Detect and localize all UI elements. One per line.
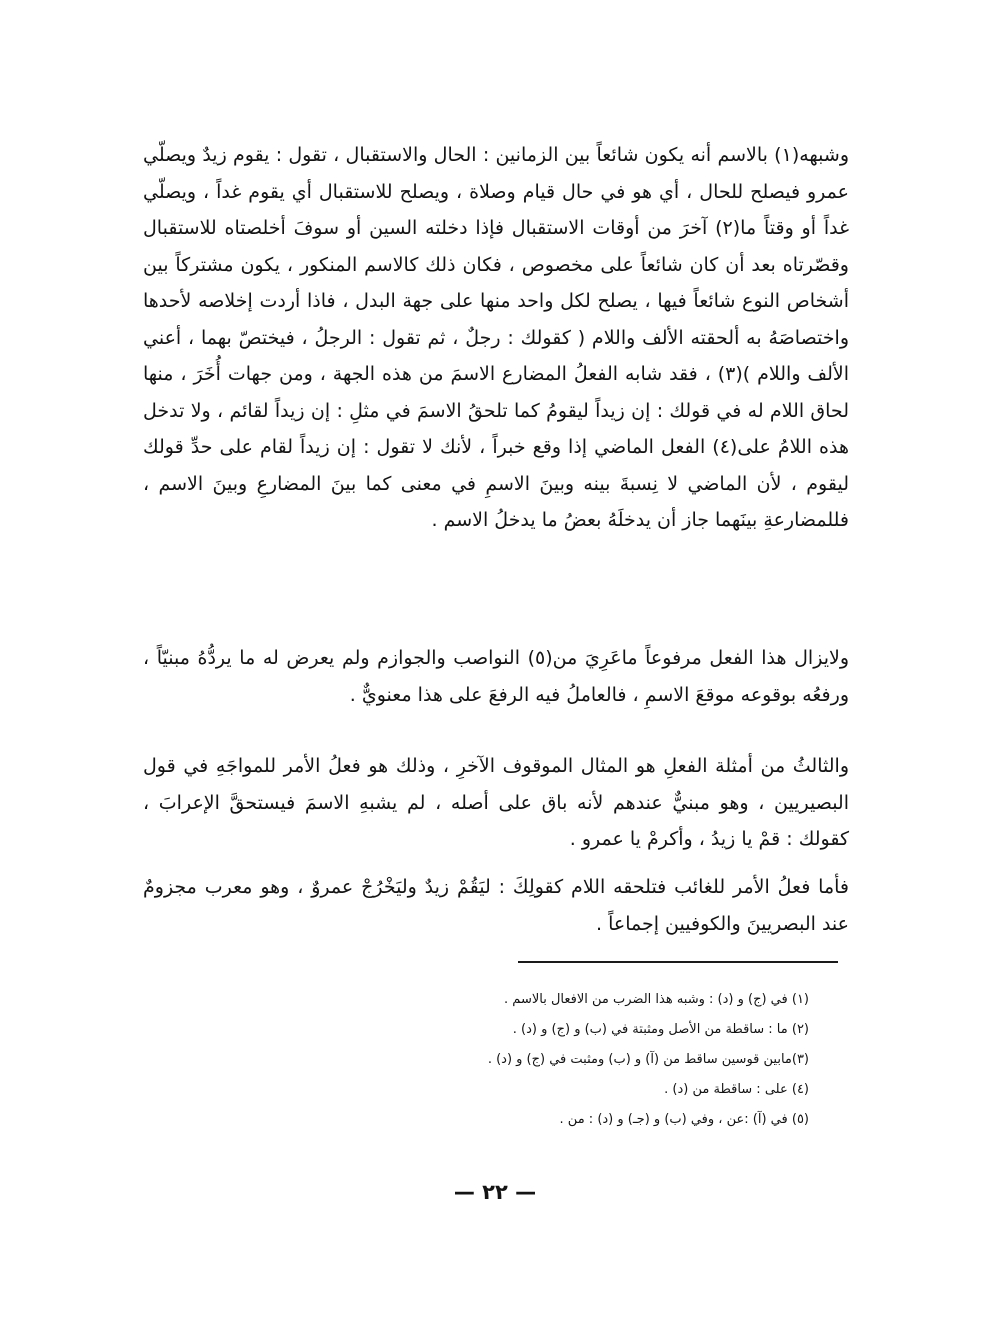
main-text-paragraph-2 xyxy=(143,640,849,713)
footnote-2: (٢) ما : ساقطة من الأصل ومثبتة في (ب) و (ج) و (د) . xyxy=(512,1022,809,1037)
main-text-paragraph-4 xyxy=(143,869,849,942)
paragraph: ولايزال هذا الفعل مرفوعاً ماعَرِيَ من(٥) النواصب والجوازم ولم يعرض له ما يردُّهُ مبنيّاً ، ورفعُه بوقوعه موقعَ الاسمِ ، فالعاملُ فيه الرفعَ على هذا معنويٌّ . xyxy=(143,647,849,706)
footnotes-section xyxy=(249,985,809,1135)
main-text-paragraph-3 xyxy=(143,748,849,858)
paragraph: وشبهه(١) بالاسم أنه يكون شائعاً بين الزمانين : الحال والاستقبال ، تقول : يقوم زيدٌ ويصلّي عمرو فيصلح للحال ، أي هو في حال قيام وصلاة ، ويصلح للاستقبال أي يقوم غداً ، ويصلّي غداً أو وقتاً ما(٢) آخرَ من أوقات الاستقبال فإذا دخلته السين أو سوفَ أخلصتاه للاستقبال وقصّرتاه بعد أن كان شائعاً على مخصوص ، فكان ذلك كالاسم المنكور ، يكون مشتركاً بين أشخاص النوع شائعاً فيها ، يصلح لكل واحد منها على جهة البدل ، فاذا أردت إخلاصه لأحدها واختصاصَهُ به ألحقته الألف واللام ( كقولك : رجلٌ ، ثم تقول : الرجلُ ، فيختصّ بهما ، أعني الألف واللام )(٣) ، فقد شابه الفعلُ المضارع الاسمَ من هذه الجهة ، ومن جهات أُخَرَ ، منها لحاق اللام له في قولك : إن زيداً ليقومُ كما تلحقُ الاسمَ في مثلِ : إن زيداً لقائم ، ولا تدخل هذه اللامُ على(٤) الفعل الماضي إذا وقع خبراً ، لأنك لا تقول : إن زيداً لقام على حدِّ قولك ليقوم ، لأن الماضي لا نِسبةَ بينه وبينَ الاسمِ في معنى كما بينَ المضارعِ وبينَ الاسم ، فللمضارعةِ بينَهما جاز أن يدخلَهُ بعضُ ما يدخلُ الاسم . xyxy=(143,144,850,531)
paragraph: والثالثُ من أمثلة الفعلِ هو المثال الموقوف الآخرِ ، وذلك هو فعلُ الأمر للمواجَهِ في قول البصيريين ، وهو مبنيٌّ عندهم لأنه باق على أصله ، لم يشبهِ الاسمَ فيستحقَّ الإعرابَ ، كقولك : قمْ يا زيدُ ، وأكرمْ يا عمرو . xyxy=(143,755,849,850)
main-text-paragraph-1 xyxy=(143,137,849,539)
footnote-4: (٤) على : ساقطة من (د) . xyxy=(664,1082,809,1097)
page-number: — ٢٢ — xyxy=(453,1180,537,1204)
footnote-3: (٣)مابين قوسين ساقط من (آ) و (ب) ومثبت في (ج) و (د) . xyxy=(487,1052,809,1067)
footnote-1: (١) في (ج) و (د) : وشبه هذا الضرب من الافعال بالاسم . xyxy=(504,992,809,1007)
footnote-separator-line xyxy=(518,961,838,963)
paragraph: فأما فعلُ الأمر للغائب فتلحقه اللام كقولِكَ : ليَقُمْ زيدٌ وليَخْرُجْ عمروٌ ، وهو معرب مجزومٌ عند البصريينَ والكوفيين إجماعاً . xyxy=(143,876,849,935)
footnote-5: (٥) في (آ) :عن ، وفي (ب) و (جـ) و (د) : من . xyxy=(559,1112,809,1127)
